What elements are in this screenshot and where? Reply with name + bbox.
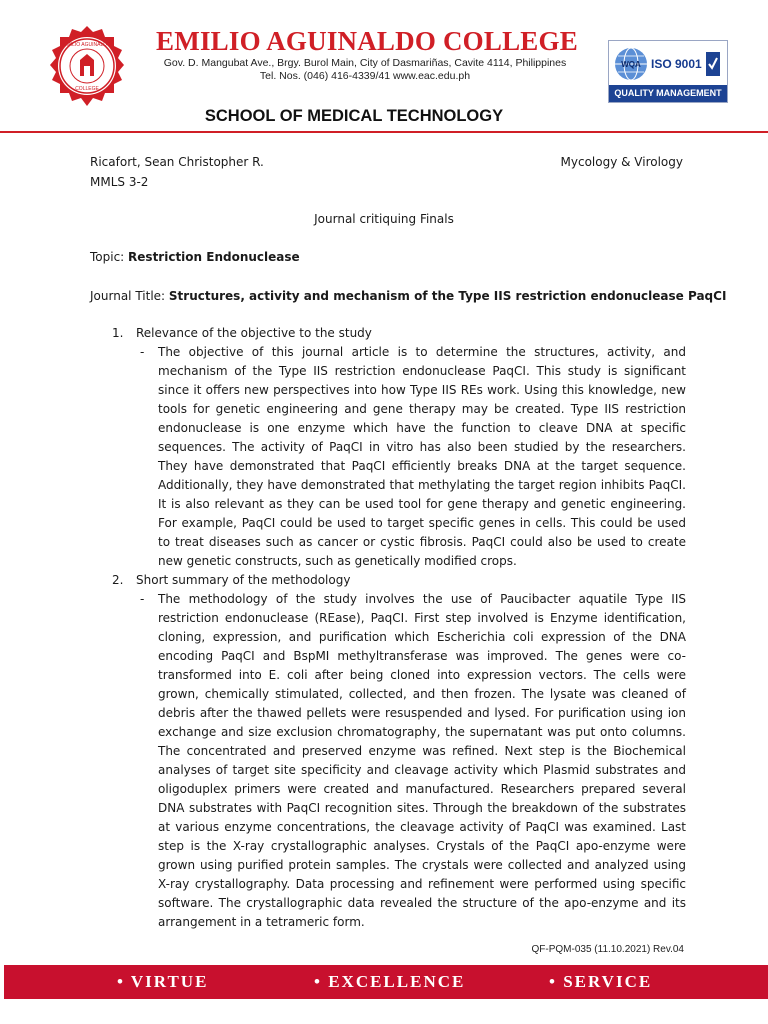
iso-certification-logo: [608, 40, 728, 103]
section-label: MMLS 3-2: [90, 175, 149, 189]
address-line-2: Tel. Nos. (046) 416-4339/41 www.eac.edu.ph: [259, 70, 471, 82]
item-2-dash: -: [140, 592, 145, 606]
item-1-dash: -: [140, 345, 145, 359]
document-title: Journal critiquing Finals: [314, 212, 454, 226]
item-2-number: 2.: [112, 573, 124, 587]
topic-line: [90, 248, 300, 267]
checkmark-badge-icon: [706, 52, 720, 76]
footer-service: • SERVICE: [549, 972, 653, 991]
footer-band: [4, 965, 768, 999]
item-1-number: 1.: [112, 326, 124, 340]
item-1-title: Relevance of the objective to the study: [136, 326, 372, 340]
topic-value: Restriction Endonuclease: [128, 250, 300, 264]
journal-label: Journal Title:: [90, 289, 169, 303]
item-1-paragraph: The objective of this journal article is to determine the structures, activity, and mechanism of the Type IIS restriction endonuclease PaqCI. This study is significant since it offers new perspectives into how Type IIS REs work. Using this knowledge, new tools for genetic engineering and gene therapy may be created. Type IIS restriction endonuclease is one enzyme which have the function to cleave DNA at specific sequences. The activity of PaqCI in vitro has also been studied by the researchers. They have demonstrated that PaqCI efficiently breaks DNA at the target sequence. Additionally, they have demonstrated that methylating the target region inhibits PaqCI. It is also relevant as they can be used tool for gene therapy and genetic engineering. For example, PaqCI could be used to target specific genes in cells. This could be used to treat diseases such as cancer or cystic fibrosis. PaqCI could also be used to create new genetic constructs, such as genetically modified crops.: [158, 345, 686, 568]
journal-title-line: [90, 287, 726, 306]
school-title: SCHOOL OF MEDICAL TECHNOLOGY: [204, 107, 504, 125]
address-line-1: Gov. D. Mangubat Ave., Brgy. Burol Main, City of Dasmariñas, Cavite 4114, Philippines: [163, 57, 567, 69]
item-2-paragraph: The methodology of the study involves the use of Paucibacter aquatile Type IIS restriction endonuclease (REase), PaqCI. First step involved is Enzyme identification, cloning, expression, and purification which Escherichia coli expression of the DNA encoding PaqCI and BspMI methyltransferase was improved. The genes were co-transformed into E. coli after being cloned into expression vectors. The cells were grown, chemically stimulated, collected, and then frozen. The lysate was cleaned of debris after the thawed pellets were resuspended and lysed. For purification using ion exchange and size exclusion chromatography, the supernatant was put onto columns. The concentrated and preserved enzyme was refined. Next step is the Biochemical analyses of target site specificity and cleavage activity which Plasmid substrates and oligoduplex primers were created and manufactured. Researchers prepared several DNA substrates with PaqCI recognition sites. Through the breakdown of the substrates at various enzyme concentrations, the cleavage activity of PaqCI was examined. Last step is the X-ray crystallographic analyses. Crystals of the PaqCI apo-enzyme were grown using purified protein samples. The crystals were collected and analyzed using X-ray crystallography. Data processing and refinement were performed using specific software. The crystallographic data revealed the structure of the apo-enzyme and its arrangement in a tetrameric form.: [158, 592, 686, 929]
student-name: Ricafort, Sean Christopher R.: [90, 155, 264, 169]
topic-label: Topic:: [90, 250, 129, 264]
globe-icon: [613, 46, 649, 82]
seal-text-top: EMILIO AGUINALDO: [63, 42, 111, 48]
iso-quality-band: QUALITY MANAGEMENT: [609, 85, 727, 102]
header-divider: [0, 131, 768, 133]
form-code: QF-PQM-035 (11.10.2021) Rev.04: [531, 944, 684, 955]
journal-title: Structures, activity and mechanism of the Type IIS restriction endonuclease PaqCI: [168, 289, 727, 303]
college-name: EMILIO AGUINALDO COLLEGE: [156, 26, 578, 56]
seal-text-bottom: COLLEGE: [75, 86, 99, 92]
subject-name: Mycology & Virology: [560, 155, 683, 169]
college-address: [140, 57, 590, 83]
footer-virtue: • VIRTUE: [117, 972, 209, 991]
iso-label: ISO 9001: [651, 57, 702, 71]
iso-badge-text: WQA: [621, 60, 641, 69]
footer-excellence: • EXCELLENCE: [314, 972, 466, 991]
item-2-title: Short summary of the methodology: [136, 573, 351, 587]
